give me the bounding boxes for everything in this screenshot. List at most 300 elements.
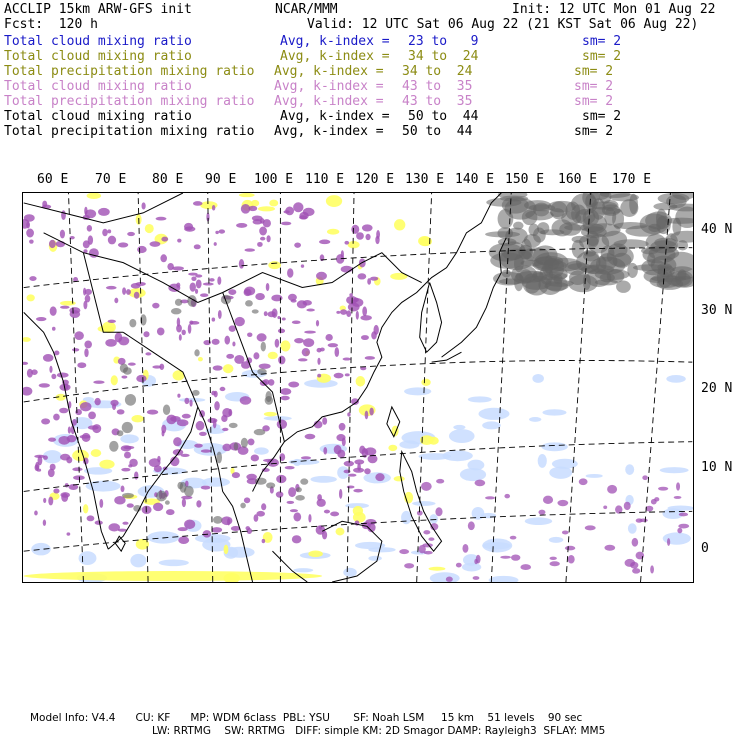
- cloud-blob: [302, 348, 310, 356]
- cloud-blob: [253, 219, 263, 224]
- cloud-blob: [225, 547, 255, 558]
- latitude-label: 40 N: [701, 222, 733, 237]
- cloud-blob: [295, 495, 305, 501]
- longitude-label: 100 E: [254, 172, 294, 187]
- cloud-blob: [118, 529, 127, 532]
- cloud-blob: [356, 376, 366, 387]
- cloud-blob: [678, 524, 689, 529]
- center-label: NCAR/MMM: [275, 2, 338, 17]
- cloud-blob: [360, 315, 372, 320]
- legend-row: [4, 124, 724, 139]
- cloud-blob: [280, 388, 291, 395]
- cloud-blob: [120, 364, 128, 373]
- cloud-blob: [646, 506, 654, 512]
- cloud-blob: [404, 387, 431, 395]
- cloud-blob: [53, 414, 60, 421]
- legend-row: [4, 34, 724, 49]
- cloud-blob: [478, 408, 509, 420]
- cloud-blob: [244, 287, 255, 296]
- cloud-blob: [83, 288, 86, 296]
- legend-sm: sm= 2: [582, 34, 622, 49]
- cloud-blob: [283, 210, 289, 213]
- legend-row: [4, 49, 724, 64]
- cloud-blob: [327, 229, 339, 235]
- cloud-blob: [26, 229, 34, 238]
- cloud-blob: [102, 229, 108, 237]
- cloud-blob: [194, 444, 203, 448]
- cloud-blob: [293, 459, 301, 466]
- cloud-blob: [127, 232, 135, 236]
- cloud-blob: [401, 511, 411, 524]
- cloud-blob: [294, 242, 301, 247]
- cloud-blob: [462, 563, 481, 572]
- cloud-blob: [57, 372, 69, 377]
- forecast-hour: Fcst: 120 h: [4, 17, 98, 32]
- legend-avg: Avg, k-index =: [280, 49, 390, 64]
- cloud-blob: [203, 283, 214, 286]
- cloud-blob: [353, 489, 363, 493]
- cloud-blob: [418, 453, 451, 460]
- cloud-blob: [261, 503, 266, 510]
- cloud-blob: [482, 539, 512, 553]
- cloud-blob: [207, 418, 217, 423]
- cloud-blob: [436, 479, 444, 484]
- legend-field: Total cloud mixing ratio: [4, 34, 192, 49]
- cloud-blob: [550, 561, 560, 566]
- cloud-blob: [348, 241, 360, 248]
- cloud-blob: [129, 319, 136, 328]
- cloud-blob: [356, 232, 364, 240]
- cloud-blob: [214, 242, 217, 246]
- cloud-blob: [60, 306, 70, 309]
- cloud-blob: [504, 494, 510, 499]
- legend-range: 50 to 44: [408, 109, 479, 124]
- cloud-blob: [499, 278, 524, 284]
- cloud-blob: [244, 497, 250, 503]
- cloud-blob: [358, 273, 367, 279]
- cloud-blob: [456, 563, 462, 568]
- cloud-blob: [259, 364, 271, 369]
- cloud-blob: [424, 551, 433, 555]
- longitude-label: 150 E: [505, 172, 545, 187]
- cloud-blob: [275, 339, 280, 348]
- cloud-blob: [43, 498, 46, 503]
- cloud-blob: [520, 564, 531, 570]
- cloud-blob: [375, 473, 384, 481]
- cloud-blob: [224, 545, 229, 555]
- cloud-blob: [224, 336, 230, 345]
- cloud-blob: [364, 468, 371, 474]
- cloud-blob: [122, 287, 126, 295]
- cloud-blob: [418, 236, 431, 246]
- cloud-blob: [92, 424, 101, 433]
- legend-sm: sm= 2: [574, 94, 614, 109]
- cloud-blob: [121, 375, 127, 378]
- cloud-blob: [107, 229, 111, 233]
- cloud-blob: [285, 466, 295, 469]
- cloud-blob: [269, 200, 278, 207]
- cloud-blob: [650, 565, 654, 573]
- cloud-blob: [241, 438, 248, 448]
- cloud-blob: [191, 276, 196, 281]
- cloud-blob: [568, 555, 575, 564]
- cloud-blob: [130, 554, 146, 568]
- cloud-blob: [60, 301, 76, 306]
- cloud-blob: [172, 266, 184, 270]
- cloud-blob: [288, 487, 296, 497]
- cloud-blob: [201, 486, 211, 490]
- cloud-blob: [177, 239, 181, 243]
- longitude-label: 90 E: [205, 172, 237, 187]
- cloud-blob: [61, 210, 66, 220]
- cloud-blob: [203, 530, 211, 538]
- cloud-blob: [145, 352, 151, 355]
- cloud-blob: [666, 375, 685, 383]
- cloud-blob: [156, 491, 167, 502]
- cloud-blob: [301, 456, 311, 459]
- cloud-blob: [221, 415, 227, 422]
- cloud-blob: [324, 510, 330, 514]
- cloud-blob: [351, 225, 359, 234]
- valid-time: Valid: 12 UTC Sat 06 Aug 22 (21 KST Sat 06 Aug 22): [307, 17, 699, 32]
- cloud-blob: [667, 505, 694, 510]
- cloud-blob: [121, 485, 125, 492]
- cloud-blob: [278, 329, 285, 334]
- cloud-blob: [248, 438, 255, 445]
- cloud-blob: [106, 286, 117, 290]
- cloud-blob: [261, 342, 266, 352]
- cloud-blob: [658, 193, 690, 204]
- longitude-label: 70 E: [95, 172, 127, 187]
- cloud-blob: [60, 492, 70, 498]
- cloud-blob: [667, 538, 670, 546]
- cloud-blob: [49, 240, 56, 248]
- cloud-blob: [245, 300, 253, 306]
- cloud-blob: [676, 482, 680, 490]
- cloud-blob: [624, 502, 631, 510]
- cloud-blob: [50, 306, 57, 316]
- cloud-blob: [229, 423, 238, 428]
- longitude-label: 170 E: [612, 172, 652, 187]
- cloud-blob: [43, 520, 46, 526]
- cloud-blob: [421, 379, 430, 386]
- cloud-blob: [179, 334, 182, 341]
- legend-range: 43 to 35: [402, 94, 473, 109]
- cloud-blob: [98, 208, 110, 216]
- cloud-blob: [446, 577, 453, 582]
- cloud-blob: [221, 295, 231, 305]
- cloud-blob: [510, 536, 517, 540]
- cloud-blob: [265, 396, 273, 405]
- cloud-blob: [296, 487, 302, 492]
- cloud-blob: [43, 354, 54, 362]
- cloud-blob: [291, 299, 297, 302]
- cloud-blob: [163, 405, 170, 416]
- cloud-blob: [353, 512, 366, 523]
- cloud-blob: [421, 482, 432, 491]
- cloud-blob: [109, 441, 118, 452]
- cloud-blob: [188, 324, 192, 334]
- cloud-blob: [352, 298, 364, 307]
- legend-field: Total precipitation mixing ratio: [4, 64, 255, 79]
- cloud-blob: [41, 418, 50, 424]
- cloud-blob: [128, 363, 136, 366]
- cloud-blob: [280, 340, 290, 351]
- legend-avg: Avg, k-index =: [280, 34, 390, 49]
- cloud-blob: [234, 442, 239, 450]
- cloud-blob: [134, 471, 138, 479]
- cloud-blob: [258, 206, 275, 211]
- cloud-blob: [246, 474, 257, 480]
- cloud-blob: [36, 317, 47, 321]
- cloud-blob: [184, 223, 193, 231]
- cloud-blob: [182, 498, 186, 507]
- cloud-blob: [181, 454, 190, 457]
- cloud-blob: [326, 195, 342, 207]
- cloud-blob: [467, 460, 484, 471]
- forecast-map: [22, 192, 694, 583]
- cloud-blob: [165, 500, 170, 504]
- cloud-blob: [538, 454, 547, 468]
- cloud-blob: [579, 478, 588, 485]
- cloud-blob: [339, 489, 342, 499]
- cloud-blob: [39, 383, 50, 387]
- cloud-blob: [308, 514, 311, 523]
- cloud-blob: [142, 202, 146, 209]
- cloud-blob: [121, 445, 132, 451]
- legend-row: [4, 64, 724, 79]
- cloud-blob: [228, 409, 232, 416]
- cloud-blob: [276, 491, 284, 497]
- cloud-blob: [268, 379, 274, 386]
- cloud-blob: [298, 358, 308, 361]
- cloud-blob: [105, 339, 117, 347]
- cloud-blob: [209, 278, 214, 282]
- cloud-blob: [317, 348, 322, 353]
- cloud-blob: [628, 523, 637, 534]
- cloud-blob: [288, 382, 299, 388]
- cloud-blob: [122, 522, 128, 525]
- longitude-label: 160 E: [558, 172, 598, 187]
- cloud-blob: [255, 293, 265, 300]
- cloud-blob: [339, 423, 346, 431]
- cloud-blob: [660, 467, 689, 473]
- cloud-blob: [128, 464, 132, 467]
- cloud-blob: [232, 472, 240, 478]
- cloud-blob: [88, 235, 93, 245]
- cloud-blob: [549, 537, 564, 543]
- cloud-blob: [580, 223, 603, 232]
- cloud-blob: [184, 398, 189, 404]
- cloud-blob: [365, 356, 375, 360]
- cloud-blob: [91, 449, 102, 457]
- cloud-blob: [137, 246, 147, 253]
- longitude-label: 120 E: [355, 172, 395, 187]
- cloud-blob: [200, 293, 208, 297]
- latitude-label: 0: [701, 541, 709, 556]
- legend-sm: sm= 2: [574, 79, 614, 94]
- cloud-blob: [583, 250, 596, 257]
- cloud-blob: [394, 476, 405, 481]
- cloud-blob: [66, 457, 72, 464]
- cloud-blob: [241, 204, 251, 214]
- cloud-blob: [300, 478, 308, 484]
- cloud-blob: [122, 422, 133, 433]
- cloud-blob: [126, 289, 131, 295]
- legend-field: Total cloud mixing ratio: [4, 109, 192, 124]
- cloud-blob: [29, 276, 36, 281]
- cloud-blob: [247, 332, 252, 337]
- cloud-blob: [27, 369, 33, 378]
- cloud-blob: [244, 248, 255, 251]
- cloud-blob: [221, 516, 232, 525]
- cloud-blob: [679, 513, 688, 517]
- cloud-blob: [276, 475, 286, 483]
- cloud-blob: [266, 235, 270, 242]
- cloud-blob: [251, 200, 259, 207]
- cloud-blob: [636, 552, 645, 560]
- cloud-blob: [268, 261, 281, 269]
- cloud-blob: [525, 517, 552, 525]
- cloud-blob: [361, 335, 369, 340]
- cloud-blob: [362, 224, 373, 231]
- cloud-blob: [473, 576, 480, 580]
- cloud-blob: [236, 223, 247, 228]
- cloud-blob: [271, 295, 282, 302]
- cloud-blob: [287, 268, 293, 278]
- cloud-blob: [223, 364, 234, 373]
- cloud-blob: [301, 264, 304, 267]
- cloud-blob: [281, 222, 291, 226]
- cloud-blob: [60, 230, 65, 239]
- cloud-blob: [292, 320, 301, 324]
- cloud-blob: [277, 420, 287, 430]
- cloud-blob: [500, 556, 511, 559]
- cloud-blob: [173, 437, 182, 446]
- cloud-blob: [220, 387, 226, 391]
- cloud-blob: [177, 394, 180, 398]
- cloud-blob: [74, 331, 84, 340]
- cloud-blob: [429, 567, 446, 571]
- cloud-blob: [157, 456, 160, 463]
- cloud-blob: [73, 475, 85, 480]
- cloud-blob: [257, 333, 267, 341]
- cloud-blob: [115, 332, 123, 342]
- cloud-blob: [198, 357, 203, 361]
- cloud-blob: [93, 381, 104, 384]
- cloud-blob: [84, 340, 92, 348]
- model-title: ACCLIP 15km ARW-GFS init: [4, 2, 192, 17]
- cloud-blob: [27, 294, 35, 301]
- cloud-blob: [222, 428, 228, 431]
- cloud-blob: [48, 437, 56, 441]
- cloud-blob: [193, 201, 203, 206]
- cloud-blob: [388, 445, 397, 451]
- cloud-blob: [316, 272, 327, 280]
- cloud-blob: [542, 409, 566, 415]
- cloud-blob: [152, 365, 161, 368]
- cloud-blob: [147, 531, 179, 543]
- cloud-blob: [317, 358, 320, 365]
- cloud-blob: [323, 447, 327, 455]
- cloud-blob: [125, 394, 136, 406]
- cloud-blob: [48, 469, 55, 478]
- cloud-blob: [127, 503, 134, 507]
- longitude-label: 130 E: [405, 172, 445, 187]
- cloud-blob: [523, 273, 541, 293]
- cloud-blob: [234, 355, 244, 364]
- legend-row: [4, 94, 724, 109]
- cloud-blob: [189, 400, 192, 407]
- cloud-blob: [120, 434, 139, 443]
- cloud-blob: [335, 347, 340, 357]
- cloud-blob: [356, 311, 359, 320]
- cloud-blob: [229, 325, 236, 332]
- cloud-blob: [254, 447, 269, 454]
- cloud-blob: [94, 398, 100, 406]
- cloud-blob: [218, 310, 222, 319]
- cloud-blob: [537, 222, 549, 234]
- cloud-blob: [219, 229, 226, 233]
- legend-sm: sm= 2: [582, 109, 622, 124]
- cloud-blob: [49, 366, 52, 373]
- longitude-label: 80 E: [152, 172, 184, 187]
- cloud-blob: [212, 205, 215, 211]
- cloud-blob: [287, 501, 295, 504]
- longitude-label: 140 E: [455, 172, 495, 187]
- cloud-blob: [559, 222, 581, 236]
- cloud-blob: [43, 455, 48, 460]
- cloud-blob: [266, 283, 270, 291]
- cloud-blob: [482, 421, 501, 429]
- cloud-blob: [177, 419, 189, 426]
- cloud-blob: [344, 241, 349, 245]
- latitude-label: 10 N: [701, 460, 733, 475]
- cloud-blob: [136, 375, 146, 382]
- init-time: Init: 12 UTC Mon 01 Aug 22: [512, 2, 716, 17]
- cloud-blob: [56, 241, 66, 247]
- cloud-blob: [429, 514, 438, 524]
- cloud-blob: [79, 551, 97, 565]
- cloud-blob: [196, 279, 202, 288]
- cloud-blob: [412, 501, 435, 506]
- cloud-blob: [131, 415, 143, 422]
- cloud-blob: [227, 518, 230, 525]
- cloud-blob: [159, 560, 189, 567]
- cloud-blob: [166, 415, 176, 425]
- legend-range: 34 to 24: [408, 49, 479, 64]
- cloud-blob: [215, 231, 219, 234]
- cloud-blob: [53, 488, 59, 493]
- cloud-blob: [587, 265, 600, 274]
- legend-range: 23 to 9: [408, 34, 479, 49]
- cloud-blob: [330, 512, 339, 517]
- cloud-blob: [533, 203, 550, 217]
- cloud-blob: [497, 227, 513, 239]
- cloud-blob: [58, 436, 70, 445]
- cloud-blob: [171, 308, 182, 314]
- cloud-blob: [211, 391, 216, 396]
- legend-field: Total cloud mixing ratio: [4, 49, 192, 64]
- cloud-blob: [325, 334, 332, 341]
- cloud-blob: [262, 539, 266, 543]
- cloud-blob: [166, 509, 175, 515]
- cloud-blob: [304, 331, 316, 334]
- cloud-blob: [190, 282, 196, 291]
- legend-range: 50 to 44: [402, 124, 473, 139]
- cloud-blob: [677, 528, 682, 534]
- cloud-blob: [548, 201, 576, 213]
